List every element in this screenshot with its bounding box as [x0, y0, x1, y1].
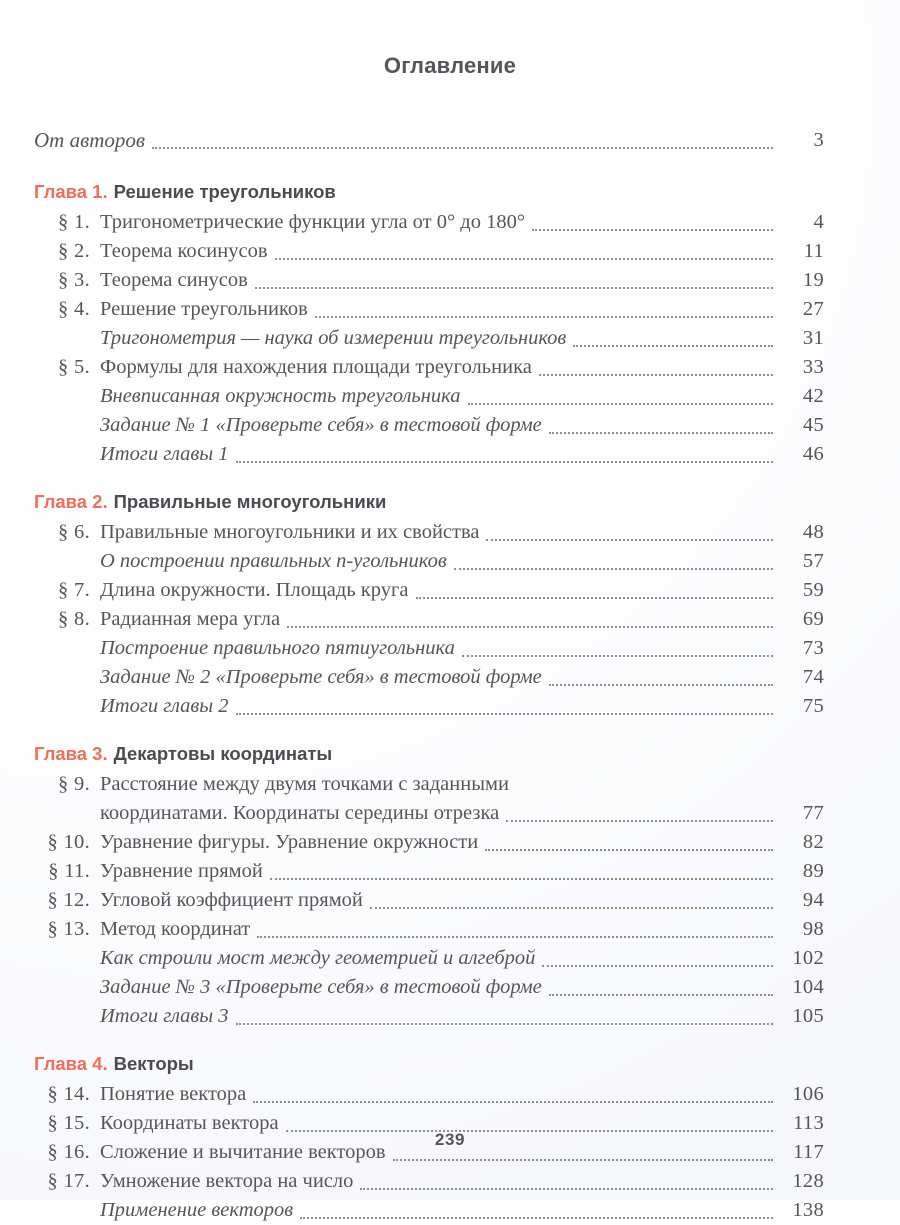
dot-leader: [485, 848, 773, 851]
entry-page-number: 33: [802, 356, 824, 378]
entry-title: Умножение вектора на число: [100, 1170, 354, 1192]
toc-entry-subsection[interactable]: [34, 547, 824, 576]
entry-title: Длина окружности. Площадь круга: [100, 579, 409, 601]
entry-page-number: 3: [813, 129, 824, 151]
entry-number: § 2.: [58, 240, 90, 262]
dot-leader: [253, 1100, 773, 1103]
toc-entry-section[interactable]: [34, 1080, 824, 1109]
dot-leader: [236, 712, 773, 715]
entry-title: Формулы для нахождения площади треугольника: [100, 356, 532, 378]
entry-title: Расстояние между двумя точками с заданными: [100, 773, 509, 795]
toc-entry-section[interactable]: [34, 353, 824, 382]
chapter-name: Векторы: [113, 1053, 194, 1074]
entry-title: Задание № 1 «Проверьте себя» в тестовой форме: [100, 414, 542, 436]
dot-leader: [300, 1216, 773, 1219]
entry-number: § 5.: [58, 356, 90, 378]
entry-title: Метод координат: [100, 918, 251, 940]
entry-number: § 8.: [58, 608, 90, 630]
entry-page-number: 105: [792, 1005, 824, 1027]
entry-title: От авторов: [34, 128, 145, 152]
entry-title: координатами. Координаты середины отрезка: [100, 802, 500, 824]
toc-entry-section[interactable]: [34, 857, 824, 886]
entry-title: Угловой коэффициент прямой: [100, 889, 363, 911]
entry-page-number: 46: [802, 443, 824, 465]
entry-title: О построении правильных n-угольников: [100, 550, 447, 572]
entry-page-number: 75: [802, 695, 824, 717]
entry-title: Вневписанная окружность треугольника: [100, 385, 461, 407]
entry-number: § 7.: [58, 579, 90, 601]
dot-leader: [287, 625, 773, 628]
entry-title: Решение треугольников: [100, 298, 308, 320]
entry-title: Тригонометрические функции угла от 0° до 180°: [100, 211, 526, 233]
dot-leader: [236, 1022, 773, 1025]
entry-title: Теорема косинусов: [100, 240, 268, 262]
entry-page-number: 31: [802, 327, 824, 349]
entry-number: § 13.: [47, 918, 90, 940]
entry-page-number: 117: [793, 1141, 824, 1163]
entry-title: Задание № 2 «Проверьте себя» в тестовой форме: [100, 666, 542, 688]
dot-leader: [152, 146, 773, 149]
toc-entry-section[interactable]: [34, 237, 824, 266]
entry-page-number: 106: [792, 1083, 824, 1105]
chapter-heading[interactable]: [34, 181, 824, 203]
chapter-heading[interactable]: [34, 491, 824, 513]
entry-title: Построение правильного пятиугольника: [100, 637, 455, 659]
entry-page-number: 48: [802, 521, 824, 543]
page-title: Оглавление: [383, 53, 517, 78]
entry-page-number: 57: [802, 550, 824, 572]
entry-number: § 11.: [48, 860, 90, 882]
chapter-label: Глава 4.: [34, 1053, 108, 1074]
toc-entry-continuation[interactable]: [34, 799, 824, 828]
toc-entry-subsection[interactable]: [34, 692, 824, 721]
entry-title: Применение векторов: [100, 1199, 294, 1221]
entry-title: Теорема синусов: [100, 269, 248, 291]
toc-entry-subsection[interactable]: [34, 973, 824, 1002]
entry-page-number: 128: [792, 1170, 824, 1192]
table-of-contents: [34, 126, 824, 1225]
entry-page-number: 11: [803, 240, 824, 262]
dot-leader: [454, 567, 773, 570]
dot-leader: [255, 286, 773, 289]
toc-entry-section[interactable]: [34, 770, 824, 799]
entry-page-number: 82: [802, 831, 824, 853]
toc-entry-subsection[interactable]: [34, 1002, 824, 1031]
dot-leader: [275, 257, 774, 260]
dot-leader: [486, 538, 773, 541]
dot-leader: [393, 1158, 773, 1161]
entry-page-number: 113: [793, 1112, 824, 1134]
chapter-heading[interactable]: [34, 1053, 824, 1075]
toc-entry-subsection[interactable]: [34, 1196, 824, 1225]
entry-number: § 1.: [58, 211, 90, 233]
chapter-name: Декартовы координаты: [113, 743, 333, 764]
entry-title: Задание № 3 «Проверьте себя» в тестовой форме: [100, 976, 542, 998]
entry-page-number: 89: [802, 860, 824, 882]
toc-entry-subsection[interactable]: [34, 411, 824, 440]
toc-entry-subsection[interactable]: [34, 324, 824, 353]
entry-title: Итоги главы 1: [100, 443, 229, 465]
entry-number: § 9.: [58, 773, 90, 795]
dot-leader: [549, 683, 773, 686]
entry-number: § 17.: [47, 1170, 90, 1192]
toc-entry-subsection[interactable]: [34, 944, 824, 973]
entry-title: Радианная мера угла: [100, 608, 281, 630]
entry-number: § 10.: [47, 831, 90, 853]
dot-leader: [270, 877, 773, 880]
dot-leader: [506, 819, 773, 822]
toc-entry-subsection[interactable]: [34, 634, 824, 663]
dot-leader: [462, 654, 773, 657]
entry-title: Итоги главы 2: [100, 695, 229, 717]
entry-number: § 15.: [47, 1112, 90, 1134]
entry-page-number: 74: [802, 666, 824, 688]
entry-page-number: 77: [802, 802, 824, 824]
entry-page-number: 59: [802, 579, 824, 601]
dot-leader: [549, 993, 773, 996]
toc-entry-section[interactable]: [34, 295, 824, 324]
entry-title: Понятие вектора: [100, 1083, 247, 1105]
toc-entry-section[interactable]: [34, 208, 824, 237]
entry-page-number: 69: [802, 608, 824, 630]
chapter-label: Глава 3.: [34, 743, 108, 764]
dot-leader: [416, 596, 774, 599]
dot-leader: [370, 906, 773, 909]
dot-leader: [257, 935, 773, 938]
folio-page-number: 239: [434, 1130, 466, 1149]
entry-page-number: 27: [802, 298, 824, 320]
toc-entry-section[interactable]: [34, 915, 824, 944]
toc-entry-section[interactable]: [34, 828, 824, 857]
toc-entry-subsection[interactable]: [34, 382, 824, 411]
entry-page-number: 104: [792, 976, 824, 998]
dot-leader: [360, 1187, 773, 1190]
entry-page-number: 73: [802, 637, 824, 659]
entry-number: § 16.: [47, 1141, 90, 1163]
entry-title: Правильные многоугольники и их свойства: [100, 521, 480, 543]
chapter-label: Глава 1.: [34, 181, 108, 202]
toc-entry-section[interactable]: [34, 518, 824, 547]
entry-title: Итоги главы 3: [100, 1005, 229, 1027]
toc-entry-subsection[interactable]: [34, 663, 824, 692]
entry-number: § 4.: [58, 298, 90, 320]
entry-number: § 6.: [58, 521, 90, 543]
dot-leader: [573, 344, 773, 347]
chapter-heading[interactable]: [34, 743, 824, 765]
chapter-label: Глава 2.: [34, 491, 108, 512]
entry-page-number: 19: [802, 269, 824, 291]
entry-title: Тригонометрия — наука об измерении треугольников: [100, 327, 567, 349]
dot-leader: [549, 431, 773, 434]
toc-entry-section[interactable]: [34, 576, 824, 605]
entry-title: Сложение и вычитание векторов: [100, 1141, 386, 1163]
toc-entry-section[interactable]: [34, 605, 824, 634]
entry-title: Как строили мост между геометрией и алгеброй: [100, 947, 536, 969]
entry-number: § 3.: [58, 269, 90, 291]
dot-leader: [542, 964, 773, 967]
dot-leader: [236, 460, 773, 463]
entry-title: Уравнение фигуры. Уравнение окружности: [100, 831, 479, 853]
toc-entry-section[interactable]: [34, 1167, 824, 1196]
entry-number: § 14.: [47, 1083, 90, 1105]
entry-page-number: 42: [802, 385, 824, 407]
entry-page-number: 94: [802, 889, 824, 911]
dot-leader: [468, 402, 773, 405]
dot-leader: [516, 792, 773, 793]
toc-entry-front-matter[interactable]: [34, 126, 824, 155]
entry-number: § 12.: [47, 889, 90, 911]
toc-entry-subsection[interactable]: [34, 440, 824, 469]
dot-leader: [315, 315, 773, 318]
entry-page-number: 45: [802, 414, 824, 436]
chapter-name: Правильные многоугольники: [113, 491, 387, 512]
entry-page-number: 102: [792, 947, 824, 969]
toc-entry-section[interactable]: [34, 886, 824, 915]
dot-leader: [532, 228, 773, 231]
entry-page-number: 138: [792, 1199, 824, 1221]
entry-page-number: 98: [802, 918, 824, 940]
toc-entry-section[interactable]: [34, 266, 824, 295]
entry-title: Уравнение прямой: [100, 860, 263, 882]
chapter-name: Решение треугольников: [113, 181, 336, 202]
entry-title: Координаты вектора: [100, 1112, 279, 1134]
dot-leader: [539, 373, 773, 376]
entry-page-number: 4: [813, 211, 824, 233]
